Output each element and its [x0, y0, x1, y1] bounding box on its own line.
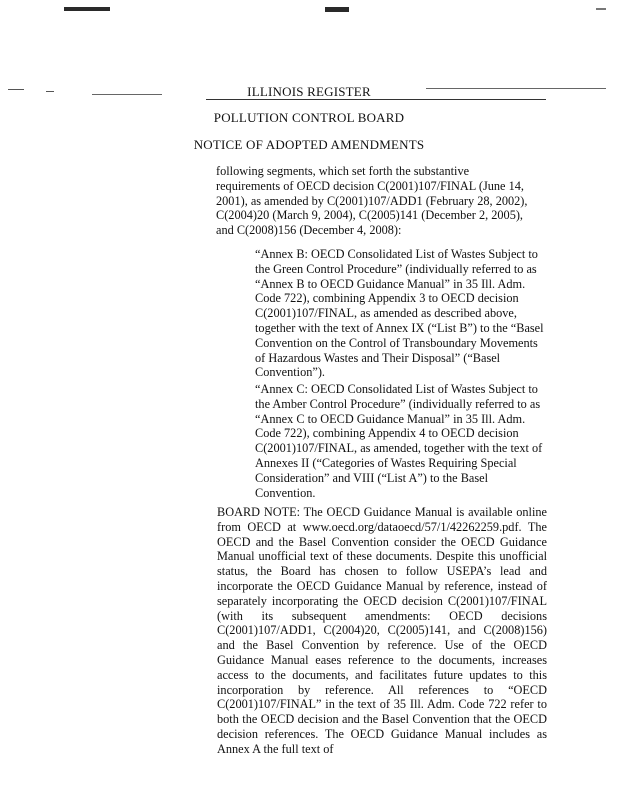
register-title: ILLINOIS REGISTER	[247, 84, 371, 99]
header-rule	[206, 99, 546, 100]
scan-artifact-top-center	[325, 7, 349, 12]
board-title: POLLUTION CONTROL BOARD	[213, 110, 405, 125]
annex-c-paragraph: “Annex C: OECD Consolidated List of Wastes Subject to the Amber Control Procedure” (individually referred to as “Annex C to OECD Guidance Manual” in 35 Ill. Adm. Code 722), combining Appendix 4 to OECD decision C(2001)107/FINAL, as amended, together with the text of Annexes II (“Categories of Wastes Requiring Special Consideration” and VIII (“List A”) to the Basel Convention.	[255, 382, 543, 500]
intro-paragraph: following segments, which set forth the substantive requirements of OECD decision C(2001)107/FINAL (June 14, 2001), as amended by C(2001)107/ADD1 (February 28, 2002), C(2004)20 (March 9, 2004), C(2005)141 (December 2, 2005), and C(2008)156 (December 4, 2008):	[216, 164, 528, 238]
scan-artifact-top-right	[596, 8, 606, 10]
annex-b-paragraph: “Annex B: OECD Consolidated List of Wastes Subject to the Green Control Procedure” (individually referred to as “Annex B to OECD Guidance Manual” in 35 Ill. Adm. Code 722), combining Appendix 3 to OECD decision C(2001)107/FINAL, as amended as described above, together with the text of Annex IX (“List B”) to the “Basel Convention on the Control of Transboundary Movements of Hazardous Wastes and Their Disposal” (“Basel Convention”).	[255, 247, 544, 380]
scan-artifact-top-left	[64, 7, 110, 11]
board-note-paragraph: BOARD NOTE: The OECD Guidance Manual is available online from OECD at www.oecd.org/dataoecd/57/1/42262259.pdf. The OECD and the Basel Convention consider the OECD Guidance Manual unofficial text of these documents. Despite this unofficial status, the Board has chosen to follow USEPA’s lead and incorporate the OECD Guidance Manual by reference, instead of separately incorporating the OECD decision C(2001)107/FINAL (with its subsequent amendments: OECD decisions C(2001)107/ADD1, C(2004)20, C(2005)141, and C(2008)156) and the Basel Convention by reference. Use of the OECD Guidance Manual eases reference to the documents, increases access to the documents, and facilitates future updates to this incorporation by reference. All references to “OECD C(2001)107/FINAL” in the text of 35 Ill. Adm. Code 722 refer to both the OECD decision and the Basel Convention that the OECD decision references. The OECD Guidance Manual includes as Annex A the full text of	[217, 505, 547, 756]
notice-title: NOTICE OF ADOPTED AMENDMENTS	[193, 137, 425, 152]
